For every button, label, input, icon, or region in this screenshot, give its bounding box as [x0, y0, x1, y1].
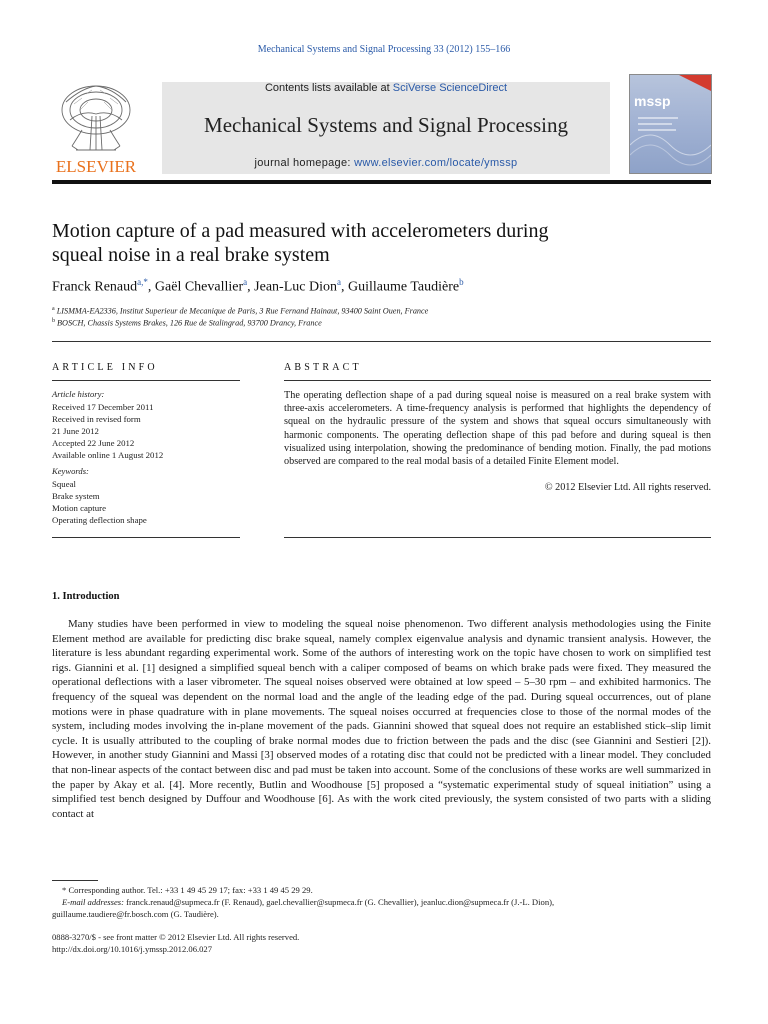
- email-addresses-line-2[interactable]: guillaume.taudiere@fr.bosch.com (G. Taudière).: [52, 909, 219, 919]
- keyword-item: Squeal: [52, 479, 76, 489]
- affiliation: [52, 306, 712, 316]
- author-affil-sup[interactable]: a: [336, 277, 341, 287]
- author-name[interactable]: Jean-Luc Dion: [254, 279, 337, 295]
- article-history-label: Article history:: [52, 389, 105, 399]
- affiliation-sup: b: [52, 318, 55, 324]
- email-addresses-line: [52, 897, 722, 908]
- title-line-2: squeal noise in a real brake system: [52, 244, 330, 266]
- keywords-label: Keywords:: [52, 466, 89, 476]
- doi-link[interactable]: http://dx.doi.org/10.1016/j.ymssp.2012.06.027: [52, 944, 213, 954]
- contents-line: [162, 82, 610, 94]
- cover-wave-icon: [630, 75, 711, 173]
- keyword-item: Motion capture: [52, 503, 106, 513]
- article-title: [52, 219, 712, 267]
- journal-reference[interactable]: Mechanical Systems and Signal Processing 33 (2012) 155–166: [257, 44, 511, 55]
- history-item: Accepted 22 June 2012: [52, 438, 135, 448]
- homepage-line: [162, 157, 610, 169]
- keyword-item: Operating deflection shape: [52, 515, 147, 525]
- header-rule: [52, 180, 711, 184]
- divider: [52, 380, 240, 381]
- homepage-link[interactable]: www.elsevier.com/locate/ymssp: [354, 157, 518, 169]
- article-info-heading: ARTICLE INFO: [52, 362, 158, 373]
- email-label: E-mail addresses:: [62, 897, 124, 907]
- author-list: [52, 277, 712, 296]
- history-item: 21 June 2012: [52, 426, 99, 436]
- author-sep: ,: [247, 279, 255, 295]
- footnote-rule: [52, 880, 98, 881]
- elsevier-tree-icon: [52, 80, 140, 176]
- author-name[interactable]: Guillaume Taudière: [347, 279, 460, 295]
- affiliation-text: LISMMA-EA2336, Institut Superieur de Mecanique de Paris, 3 Rue Fernand Hainaut, 93400 Saint Ouen, France: [56, 306, 429, 316]
- history-item: Received in revised form: [52, 414, 141, 424]
- abstract-heading: ABSTRACT: [284, 362, 362, 373]
- introduction-body: [52, 617, 711, 821]
- contents-prefix: Contents lists available at: [264, 82, 393, 94]
- divider: [52, 341, 711, 342]
- issn-line: 0888-3270/$ - see front matter © 2012 Elsevier Ltd. All rights reserved.: [52, 932, 300, 942]
- title-line-1: Motion capture of a pad measured with accelerometers during: [52, 220, 549, 242]
- author-sep: ,: [340, 279, 348, 295]
- affiliation-text: BOSCH, Chassis Systems Brakes, 126 Rue de Stalingrad, 93700 Drancy, France: [57, 318, 322, 328]
- author-sep: ,: [147, 279, 155, 295]
- elsevier-wordmark: ELSEVIER: [55, 157, 137, 176]
- keywords-list: [52, 478, 240, 526]
- author-name[interactable]: Franck Renaud: [52, 279, 138, 295]
- journal-name: Mechanical Systems and Signal Processing: [204, 113, 568, 137]
- email-list[interactable]: franck.renaud@supmeca.fr (F. Renaud), gael.chevallier@supmeca.fr (G. Chevallier), jeanluc.dion@supmeca.fr (J.-L. Dion),: [123, 897, 555, 907]
- homepage-prefix: journal homepage:: [254, 157, 355, 169]
- abstract-copyright: © 2012 Elsevier Ltd. All rights reserved.: [544, 482, 711, 493]
- elsevier-logo: [52, 80, 140, 176]
- divider: [284, 380, 711, 381]
- divider: [52, 537, 240, 538]
- journal-cover-image[interactable]: [629, 74, 712, 174]
- history-item: Received 17 December 2011: [52, 402, 154, 412]
- keyword-item: Brake system: [52, 491, 100, 501]
- corresponding-author-note: * Corresponding author. Tel.: +33 1 49 45 29 17; fax: +33 1 49 45 29 29.: [62, 885, 313, 895]
- cover-title: mssp: [634, 93, 671, 109]
- affiliation-sup: a: [52, 306, 55, 312]
- affiliation: [52, 318, 712, 328]
- author-affil-sup[interactable]: b: [459, 277, 464, 287]
- abstract-text: The operating deflection shape of a pad during squeal noise is measured on a real brake system with three-axis accelerometers. A time-frequency analysis is performed that highlights the dependency of squeal on the hydraulic pressure of the system and shows that squeal occurs simultaneously with harmonic components. The operating deflection shape of this pad before and during squeal is then visualized using interpolation, showing the predominance of bending motion. Finally, the pad motions observed are compared to the real modal basis of a detailed Finite Element model.: [284, 390, 711, 468]
- author-affil-sup[interactable]: a: [243, 277, 248, 287]
- sciencedirect-link[interactable]: SciVerse ScienceDirect: [392, 82, 508, 94]
- author-name[interactable]: Gaël Chevallier: [154, 279, 244, 295]
- article-history-list: [52, 401, 240, 461]
- history-item: Available online 1 August 2012: [52, 450, 164, 460]
- author-affil-sup[interactable]: a,*: [137, 277, 148, 287]
- introduction-paragraph: Many studies have been performed in view to modeling the squeal noise phenomenon. Two different analysis methodologies using the Finite Element method are available for predicting disc brake squeal, namely complex eigenvalue analysis and dynamic transient analysis. However, the literature is less abundant regarding experimental work. Some of the authors of interesting work on the topic have chosen to work on simplified test rigs. Giannini et al. [1] designed a simplified squeal bench with a caliper composed of beams on which brake pads were fixed. They measured the operational deflections with a laser vibrometer. The squeal noises observed were obtained at low speed – 5–30 rpm – and exhibited harmonics. The frequency of the squeal was dependent on the normal load and the angle of the leading edge of the pad. During squeal occurrences, out of plane motions were in phase quadrature with in plane movements. The squeal noises occurred at frequencies close to those of the normal modes of the system, including modes involving the in-plane movement of the pads. Giannini showed that squeal does not require an established stick–slip limit cycle. It is usually attributed to the coupling of brake normal modes due to friction between the pads and the disc (see Giannini and Sestieri [2]). However, in another study Giannini and Massi [3] observed modes of a rotating disc that could not be predicted with a linear model. They concluded that non-linear aspects of the contact between disc and pad must be taken into account. Some of the conclusions of these works are well summarized in the paper by Akay et al. [4]. More recently, Butlin and Woodhouse [5] proposed a “systematic experimental study of squeal initiation” using a simplified test bench designed by Duffour and Woodhouse [6]. As with the work cited previously, the system consisted of two parts with a sliding contact at: [52, 618, 711, 820]
- introduction-heading: 1. Introduction: [52, 591, 120, 602]
- divider: [284, 537, 711, 538]
